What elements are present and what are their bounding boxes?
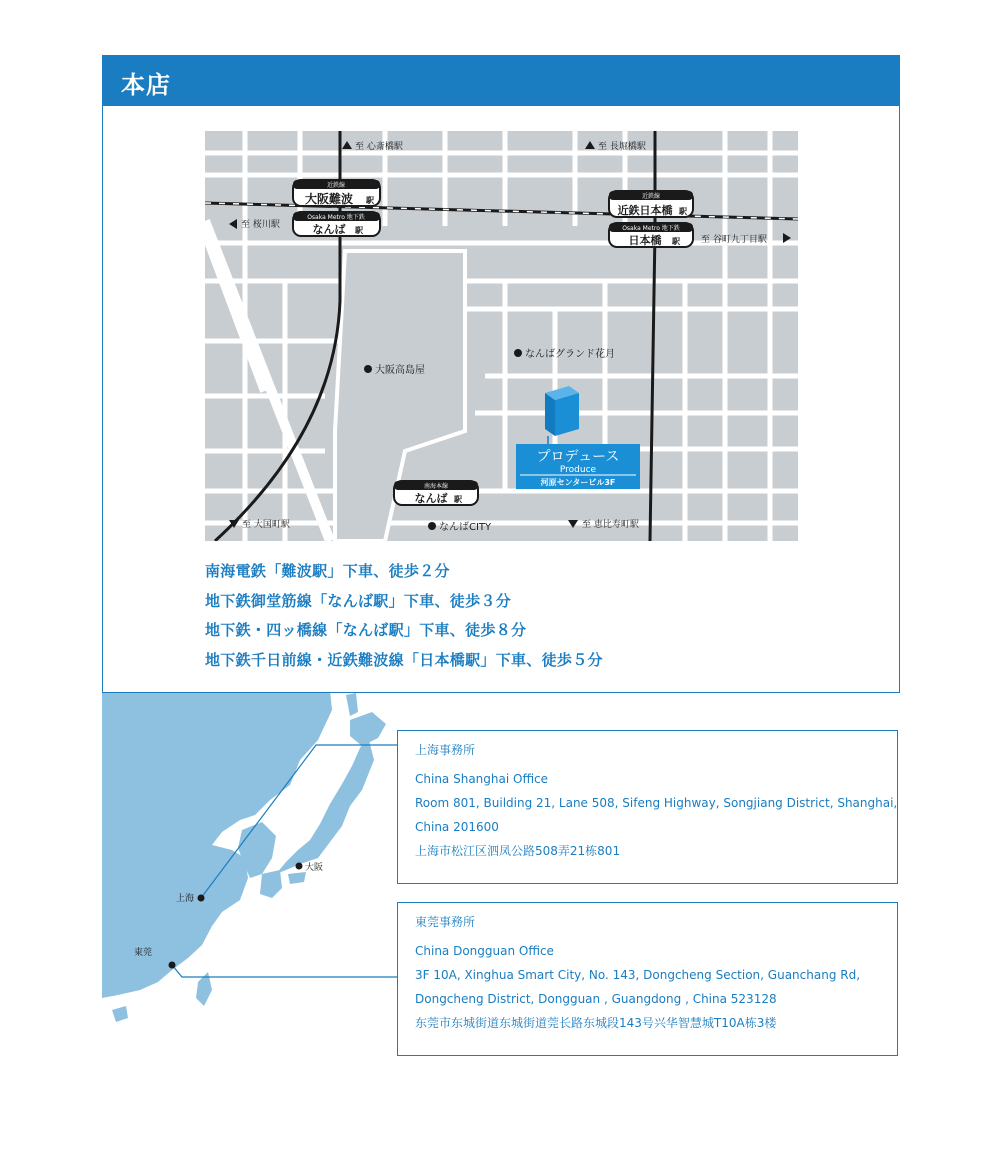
svg-text:なんば: なんば: [414, 492, 448, 505]
svg-text:日本橋: 日本橋: [628, 234, 662, 247]
asia-land: [102, 690, 386, 1022]
office-title: 上海事務所: [415, 743, 476, 757]
produce-name-en: Produce: [559, 465, 597, 475]
office-address-en: 3F 10A, Xinghua Smart City, No. 143, Dongcheng Section, Guanchang Rd,: [415, 968, 861, 982]
office-title: 東莞事務所: [415, 915, 476, 929]
office-address-cn: 东莞市东城街道东城街道莞长路东城段143号兴华智慧城T10A栋3楼: [415, 1016, 777, 1030]
access-line: 南海電鉄「難波駅」下車、徒歩２分: [205, 562, 450, 580]
access-line: 地下鉄御堂筋線「なんば駅」下車、徒歩３分: [205, 591, 512, 610]
shanghai-label: 上海: [176, 894, 195, 904]
produce-name-jp: プロデュース: [536, 449, 620, 465]
office-address-en: Room 801, Building 21, Lane 508, Sifeng Highway, Songjiang District, Shanghai,: [415, 796, 898, 810]
shanghai-office-card: [397, 730, 898, 884]
area-map: [205, 131, 798, 541]
landmark-dot: [428, 522, 436, 530]
dir-sakuragawa: 至 桜川駅: [241, 220, 280, 230]
head-office-panel: [102, 55, 900, 693]
access-line: 地下鉄千日前線・近鉄難波線「日本橋駅」下車、徒歩５分: [205, 650, 603, 669]
office-name-en: China Dongguan Office: [415, 944, 554, 958]
panel-header: [103, 56, 899, 106]
dir-ebisucho: 至 恵比寿町駅: [582, 520, 639, 530]
svg-text:駅: 駅: [679, 207, 687, 216]
office-address-cn: 上海市松江区泗凤公路508弄21栋801: [415, 844, 621, 858]
panel-title: 本店: [121, 71, 171, 99]
access-line: 地下鉄・四ッ橋線「なんば駅」下車、徒歩８分: [205, 621, 527, 639]
dir-nagahoribashi: 至 長堀橋駅: [598, 142, 646, 152]
produce-building-name: 河原センタービル3F: [540, 478, 616, 487]
svg-text:近鉄線: 近鉄線: [641, 193, 661, 200]
dongguan-office-card: [397, 902, 898, 1056]
svg-text:大阪難波: 大阪難波: [304, 192, 354, 206]
svg-text:駅: 駅: [366, 196, 374, 205]
svg-text:駅: 駅: [454, 495, 462, 504]
landmark-takashimaya: 大阪高島屋: [375, 365, 425, 376]
svg-text:近鉄日本橋: 近鉄日本橋: [617, 204, 673, 217]
svg-text:なんば: なんば: [312, 223, 346, 236]
landmark-dot: [514, 349, 522, 357]
dongguan-label: 東莞: [134, 948, 153, 958]
svg-text:南海本線: 南海本線: [423, 483, 449, 490]
svg-text:駅: 駅: [355, 226, 363, 235]
svg-text:Osaka Metro 地下鉄: Osaka Metro 地下鉄: [307, 214, 365, 221]
station-nankai-namba: [394, 481, 478, 505]
station-kintetsu-nipponbashi: [609, 191, 693, 217]
station-osaka-namba: [293, 180, 380, 206]
shanghai-dot: [198, 895, 205, 902]
svg-text:近鉄線: 近鉄線: [326, 182, 346, 189]
osaka-dot: [296, 863, 303, 870]
office-address-en: Dongcheng District, Dongguan , Guangdong , China 523128: [415, 992, 777, 1006]
landmark-grand-kagetsu: なんばグランド花月: [525, 349, 615, 360]
office-address-en: China 201600: [415, 820, 499, 834]
station-metro-namba: [293, 212, 380, 236]
landmark-namba-city: なんばCITY: [439, 522, 492, 533]
osaka-label: 大阪: [305, 863, 324, 873]
dir-daikokucho: 至 大国町駅: [242, 520, 290, 530]
svg-text:駅: 駅: [672, 237, 680, 246]
office-name-en: China Shanghai Office: [415, 772, 549, 786]
svg-text:Osaka Metro 地下鉄: Osaka Metro 地下鉄: [622, 225, 680, 232]
landmark-dot: [364, 365, 372, 373]
access-directions: [205, 560, 603, 678]
dir-tanimachi: 至 谷町九丁目駅: [701, 235, 767, 245]
dongguan-dot: [169, 962, 176, 969]
dir-shinsaibashi: 至 心斎橋駅: [355, 142, 403, 152]
station-metro-nipponbashi: [609, 223, 693, 247]
produce-label: [516, 444, 640, 489]
